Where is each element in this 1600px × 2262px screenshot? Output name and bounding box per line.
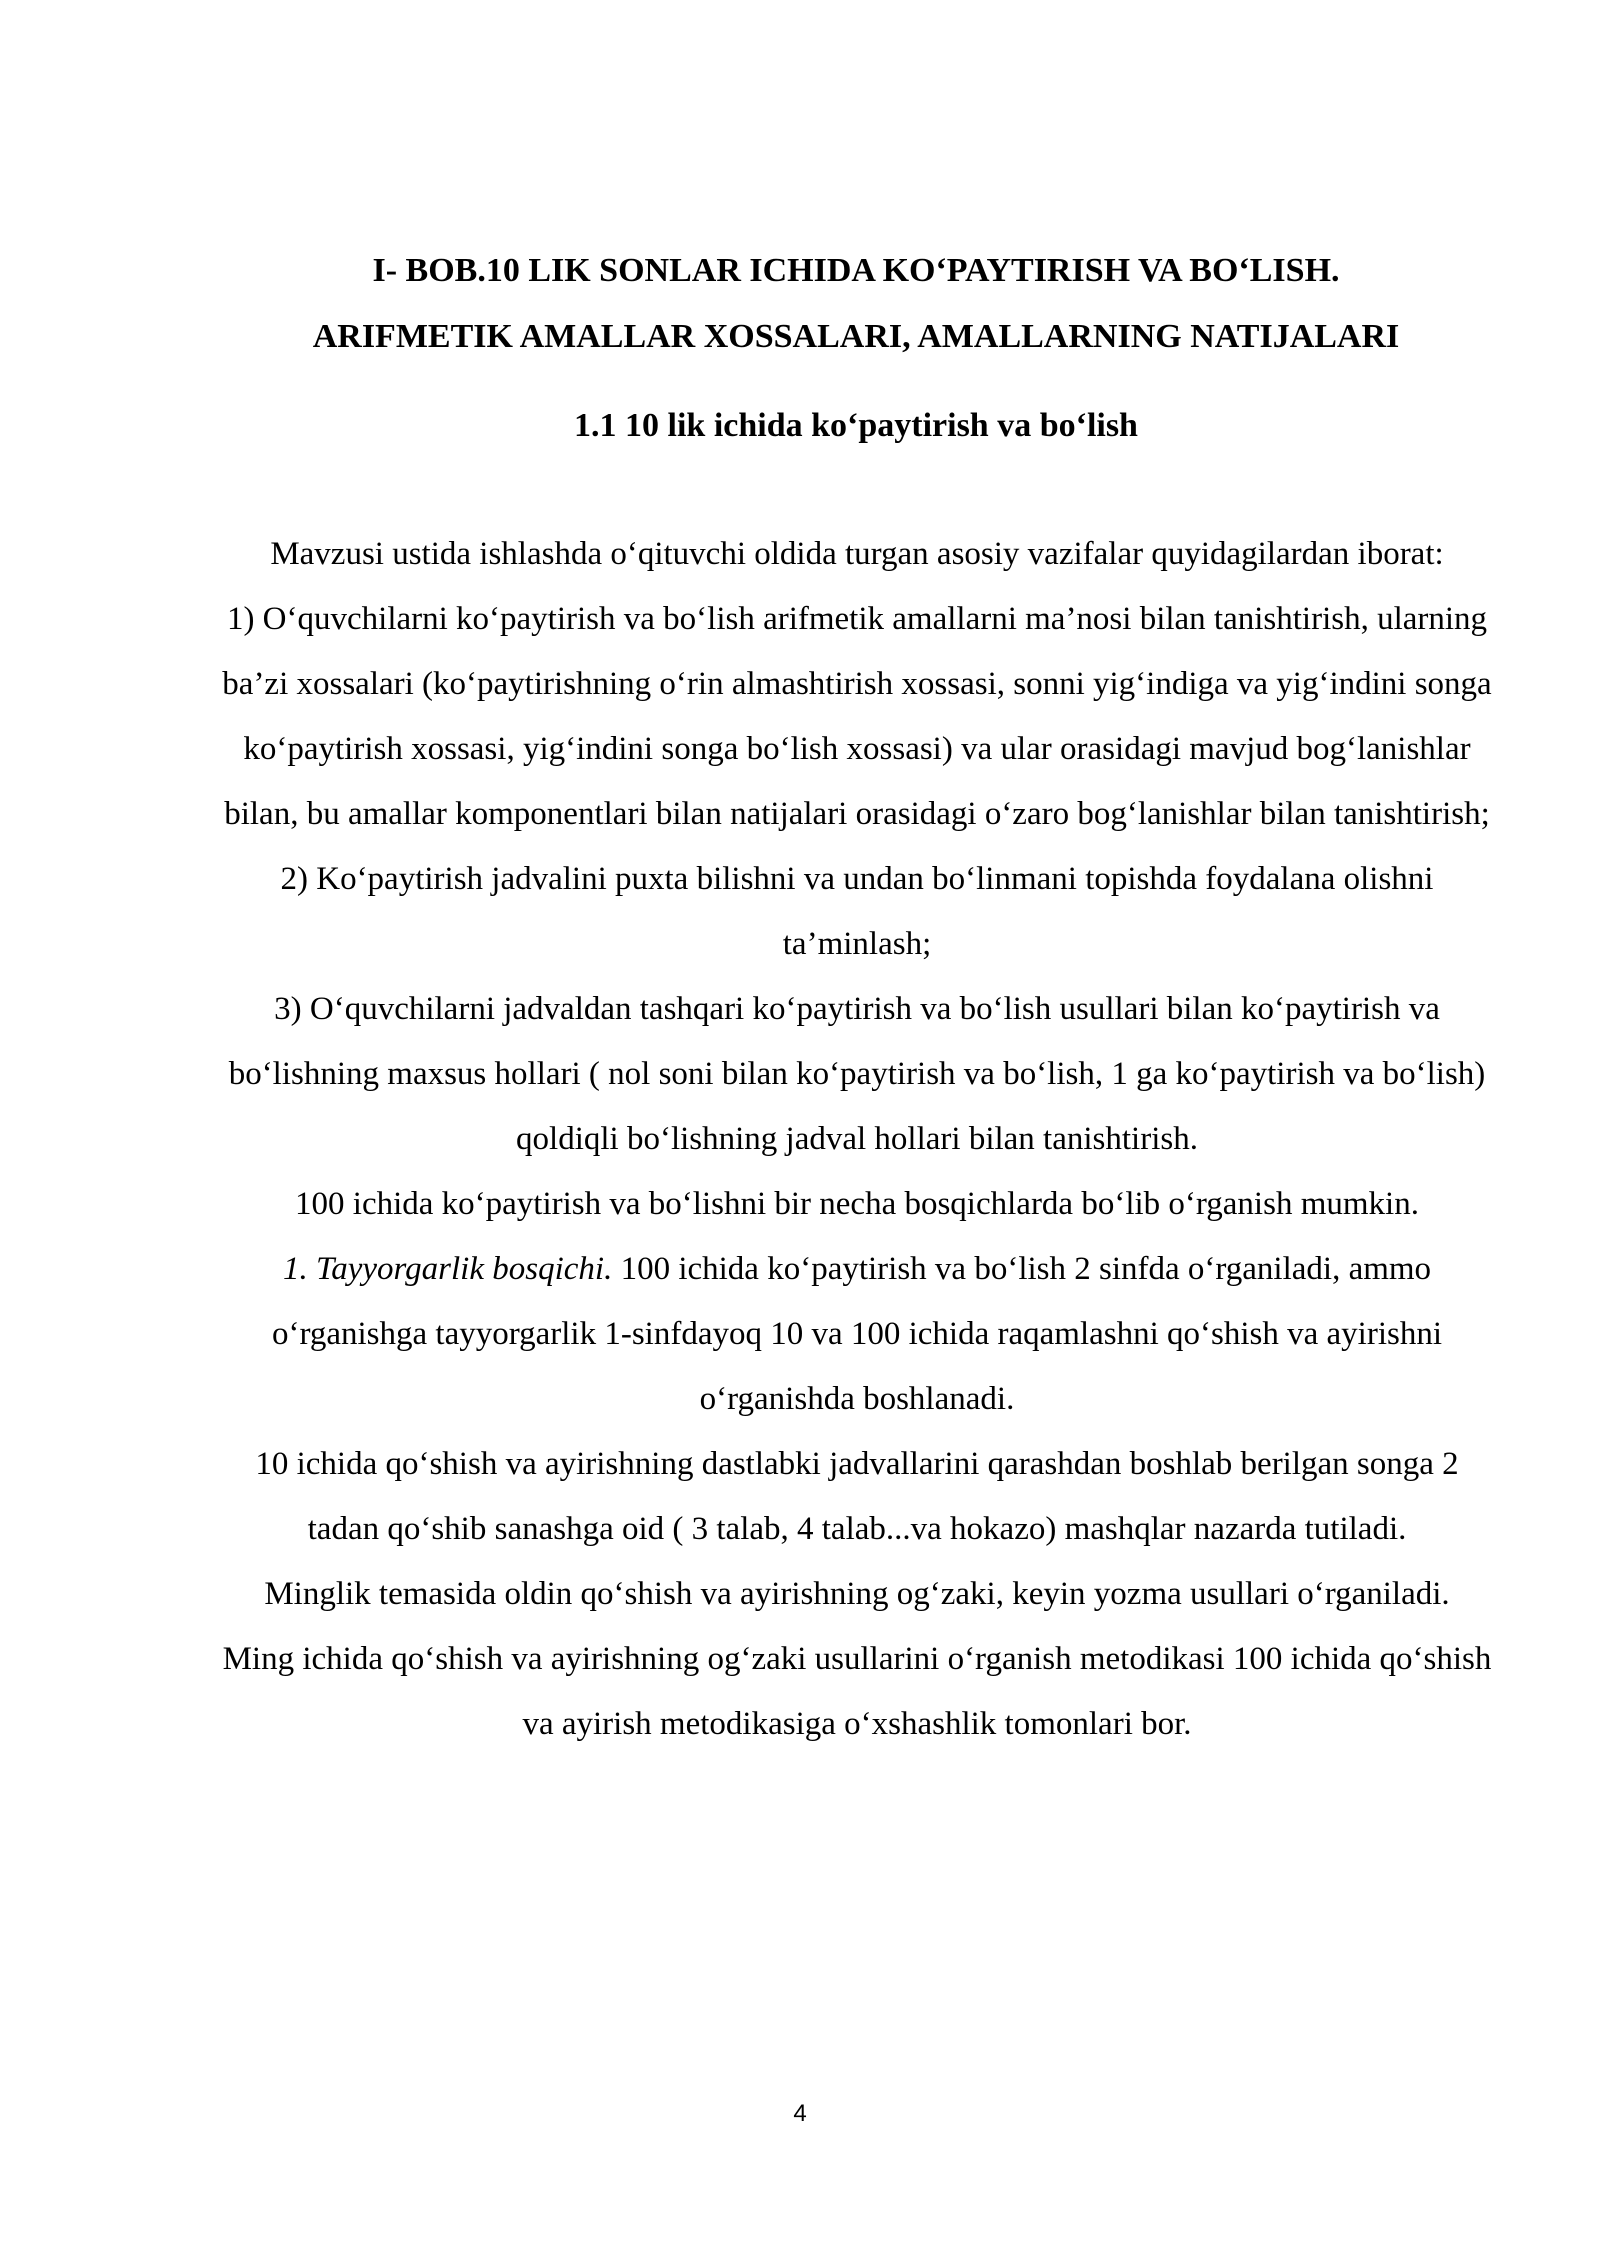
paragraph-oral-methods: Ming ichida qo‘shish va ayirishning og‘zaki usullarini o‘rganish metodikasi 100 ichida qo‘shish va ayirish metodikasiga o‘xshashlik tomonlari bor. — [222, 1641, 1492, 1742]
paragraph-task-1: 1) O‘quvchilarni ko‘paytirish va bo‘lish arifmetik amallarni ma’nosi bilan tanishtirish, ularning ba’zi xossalari (ko‘paytirishning o‘rin almashtirish xossasi, sonni yig‘indiga va yig‘indini songa ko‘paytirish xossasi, yig‘indini songa bo‘lish xossasi) va ular orasidagi mavjud bog‘lanishlar bilan, bu amallar komponentlari bilan natijalari orasidagi o‘zaro bog‘lanishlar bilan tanishtirish; — [222, 601, 1492, 832]
preparation-stage-label: 1. Tayyorgarlik bosqichi. — [282, 1251, 613, 1287]
heading-block — [200, 238, 1512, 454]
paragraph-thousands-topic: Minglik temasida oldin qo‘shish va ayirishning og‘zaki, keyin yozma usullari o‘rganiladi. — [264, 1576, 1450, 1612]
preparation-stage-text: 100 ichida ko‘paytirish va bo‘lish 2 sinfda o‘rganiladi, ammo o‘rganishga tayyorgarlik 1-sinfdayoq 10 va 100 ichida raqamlashni qo‘shish va ayirishni o‘rganishda boshlanadi. — [271, 1251, 1443, 1417]
paragraph-intro: Mavzusi ustida ishlashda o‘qituvchi oldida turgan asosiy vazifalar quyidagilardan iborat: — [270, 536, 1444, 572]
chapter-title-line2: ARIFMETIK AMALLAR XOSSALARI, AMALLARNING NATIJALARI — [312, 318, 1400, 355]
paragraph-preparation-stage — [222, 1237, 1492, 1432]
chapter-title-line1: I- BOB.10 LIK SONLAR ICHIDA KO‘PAYTIRISH VA BO‘LISH. — [372, 252, 1340, 289]
paragraph-stages: 100 ichida ko‘paytirish va bo‘lishni bir necha bosqichlarda bo‘lib o‘rganish mumkin. — [295, 1186, 1419, 1222]
chapter-title — [200, 238, 1512, 370]
page-number: 4 — [793, 2100, 807, 2127]
section-title: 1.1 10 lik ichida ko‘paytirish va bo‘lish — [574, 407, 1138, 444]
paragraph-task-2: 2) Ko‘paytirish jadvalini puxta bilishni va undan bo‘linmani topishda foydalana olishni ta’minlash; — [280, 861, 1434, 962]
body-text — [222, 522, 1492, 1757]
paragraph-task-3: 3) O‘quvchilarni jadvaldan tashqari ko‘paytirish va bo‘lish usullari bilan ko‘paytirish va bo‘lishning maxsus hollari ( nol soni bilan ko‘paytirish va bo‘lish, 1 ga ko‘paytirish va bo‘lish) qoldiqli bo‘lishning jadval hollari bilan tanishtirish. — [228, 991, 1486, 1157]
paragraph-addition-tables: 10 ichida qo‘shish va ayirishning dastlabki jadvallarini qarashdan boshlab berilgan songa 2 tadan qo‘shib sanashga oid ( 3 talab, 4 talab...va hokazo) mashqlar nazarda tutiladi. — [255, 1446, 1459, 1547]
